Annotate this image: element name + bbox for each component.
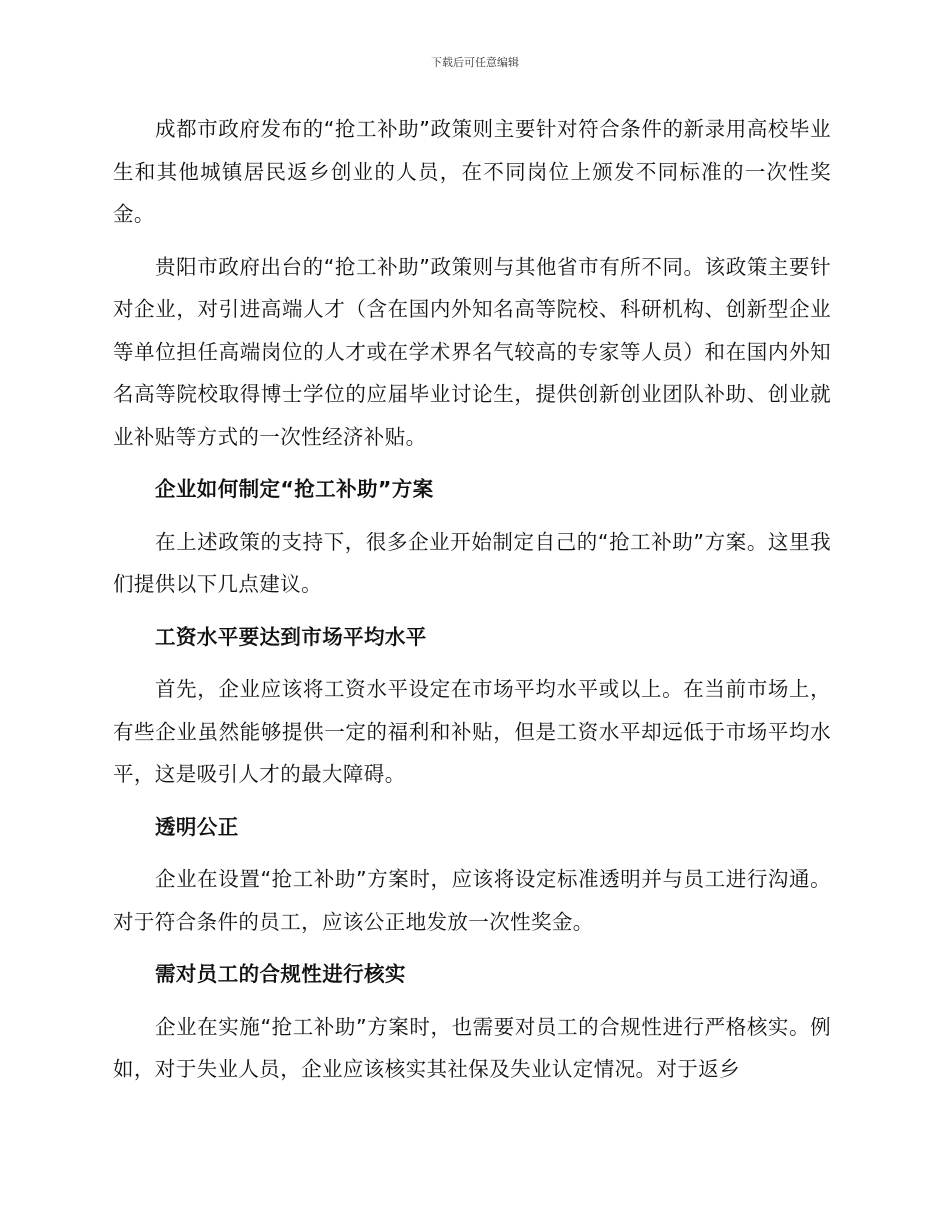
- heading-how-to-plan: 企业如何制定“抢工补助”方案: [155, 477, 434, 501]
- heading-transparency: 透明公正: [155, 814, 239, 839]
- document-body: [113, 108, 831, 1091]
- paragraph-guiyang-policy: 贵阳市政府出台的“抢工补助”政策则与其他省市有所不同。该政策主要针对企业，对引进高端人才（含在国内外知名高等院校、科研机构、创新型企业等单位担任高端岗位的人才或在学术界名气较高的专家等人员）和在国内外知名高等院校取得博士学位的应届毕业讨论生，提供创新创业团队补助、创业就业补贴等方式的一次性经济补贴。: [113, 254, 831, 449]
- heading-compliance-check: 需对员工的合规性进行核实: [155, 962, 406, 986]
- paragraph-suggestions-intro: 在上述政策的支持下，很多企业开始制定自己的“抢工补助”方案。这里我们提供以下几点建议。: [113, 529, 831, 596]
- page-header-note: 下载后可任意编辑: [431, 56, 519, 69]
- paragraph-chengdu-policy: 成都市政府发布的“抢工补助”政策则主要针对符合条件的新录用高校毕业生和其他城镇居民返乡创业的人员，在不同岗位上颁发不同标准的一次性奖金。: [113, 117, 831, 226]
- paragraph-transparency: 企业在设置“抢工补助”方案时，应该将设定标准透明并与员工进行沟通。对于符合条件的员工，应该公正地发放一次性奖金。: [113, 867, 831, 934]
- heading-salary-level: 工资水平要达到市场平均水平: [155, 624, 427, 649]
- paragraph-salary-level: 首先，企业应该将工资水平设定在市场平均水平或以上。在当前市场上，有些企业虽然能够提供一定的福利和补贴，但是工资水平却远低于市场平均水平，这是吸引人才的最大障碍。: [113, 677, 831, 786]
- paragraph-compliance-check: 企业在实施“抢工补助”方案时，也需要对员工的合规性进行严格核实。例如，对于失业人员，企业应该核实其社保及失业认定情况。对于返乡: [113, 1014, 831, 1081]
